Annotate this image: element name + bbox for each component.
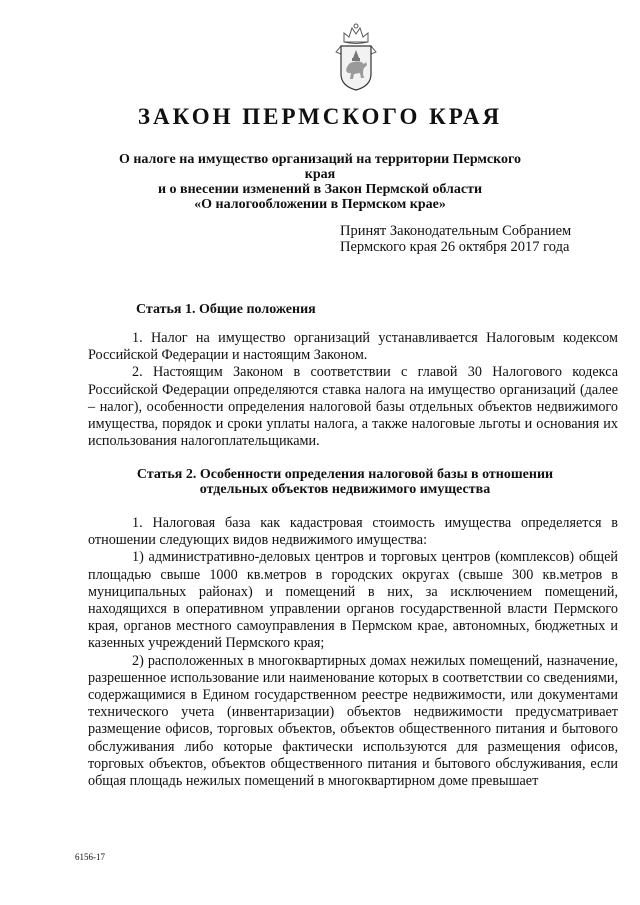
article-1-body [88, 330, 618, 450]
paragraph: 2) расположенных в многоквартирных домах нежилых помещений, назначение, разрешенное использование или наименование которых в соответствии со сведениями, содержащимися в Едином государственном реестре недвижимости, или документами технического учета (инвентаризации) объектов недвижимости предусматривает размещение офисов, торговых объектов, объектов общественного питания и бытового обслуживания либо которые фактически используются для размещения офисов, торговых объектов, объектов общественного питания и бытового обслуживания, если общая площадь нежилых помещений в многоквартирном доме превышает [88, 652, 618, 790]
law-title: ЗАКОН ПЕРМСКОГО КРАЯ [137, 104, 503, 129]
document-number: 6156-17 [75, 852, 105, 862]
adoption-line: Пермского края 26 октября 2017 года [340, 239, 570, 255]
coat-of-arms-icon [334, 22, 378, 92]
paragraph: 1. Налоговая база как кадастровая стоимость имущества определяется в отношении следующих видов недвижимого имущества: [88, 515, 618, 549]
adoption-line: Принят Законодательным Собранием [340, 223, 572, 239]
paragraph: 2. Настоящим Законом в соответствии с главой 30 Налогового кодекса Российской Федерации определяются ставка налога на имущество организаций (далее – налог), особенности определения налоговой базы отдельных объектов недвижимого имущества, порядок и сроки уплаты налога, а также налоговые льготы и основания их использования налогоплательщиками. [88, 364, 618, 450]
law-subtitle [110, 152, 530, 212]
article-2-body [88, 515, 618, 790]
adoption-note [340, 223, 571, 255]
article-1-heading: Статья 1. Общие положения [136, 302, 316, 317]
subtitle-line: «О налогообложении в Пермском крае» [194, 197, 446, 212]
subtitle-line: и о внесении изменений в Закон Пермской области [157, 182, 483, 197]
paragraph: 1. Налог на имущество организаций устанавливается Налоговым кодексом Российской Федерации и настоящим Законом. [88, 330, 618, 364]
heading-line: Статья 2. Особенности определения налоговой базы в отношении [136, 467, 554, 482]
subtitle-line: О налоге на имущество организаций на территории Пермского края [118, 152, 522, 182]
heading-line: отдельных объектов недвижимого имущества [199, 482, 491, 497]
article-2-heading [110, 467, 580, 497]
paragraph: 1) административно-деловых центров и торговых центров (комплексов) общей площадью свыше 1000 кв.метров в городских округах (свыше 300 кв.метров в муниципальных районах) и помещений в них, за исключением помещений, находящихся в оперативном управлении органов государственной власти Пермского края, органов местного самоуправления в Пермском крае, автономных, бюджетных и казенных учреждений Пермского края; [88, 549, 618, 652]
